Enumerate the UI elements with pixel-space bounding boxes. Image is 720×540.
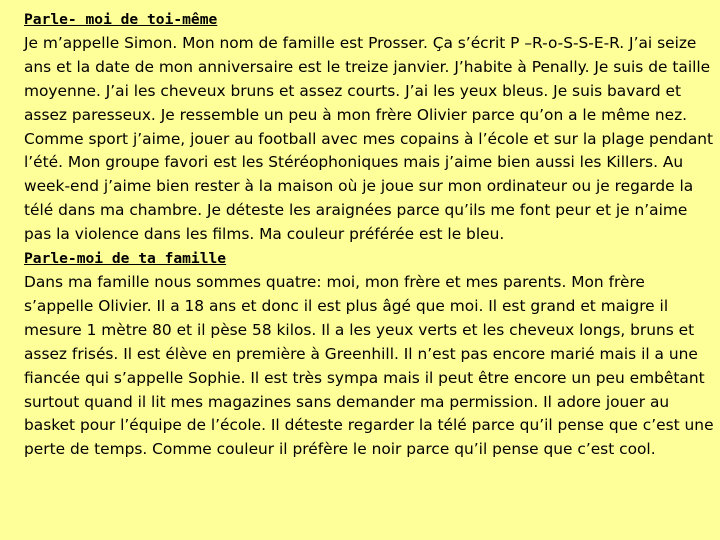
section-heading-about-me: Parle- moi de toi-même [24, 11, 218, 28]
paragraph-family: Dans ma famille nous sommes quatre: moi, mon frère et mes parents. Mon frère s’appelle Olivier. Il a 18 ans et donc il est plus âgé que moi. Il est grand et maigre il mesure 1 mètre 80 et il pèse 58 kilos. Il a les yeux verts et les cheveux longs, bruns et assez frisés. Il est élève en première à Greenhill. Il n’est pas encore marié mais il a une fiancée qui s’appelle Sophie. Il est très sympa mais il peut être encore un peu embêtant surtout quand il lit mes magazines sans demander ma permission. Il adore jouer au basket pour l’équipe de l’école. Il déteste regarder la télé parce qu’il pense que c’est une perte de temps. Comme couleur il préfère le noir parce qu’il pense que c’est cool. [24, 272, 714, 459]
paragraph-about-me: Je m’appelle Simon. Mon nom de famille est Prosser. Ça s’écrit P –R-o-S-S-E-R. J’ai seize ans et la date de mon anniversaire est le treize janvier. J’habite à Penally. Je suis de taille moyenne. J’ai les cheveux bruns et assez courts. J’ai les yeux bleus. Je suis bavard et assez paresseux. Je ressemble un peu à mon frère Olivier parce qu’on a le même nez. Comme sport j’aime, jouer au football avec mes copains à l’école et sur la plage pendant l’été. Mon groupe favori est les Stéréophoniques mais j’aime bien aussi les Killers. Au week-end j’aime bien rester à la maison où je joue sur mon ordinateur ou je regarde la télé dans ma chambre. Je déteste les araignées parce qu’ils me font peur et je n’aime pas la violence dans les films. Ma couleur préférée est le bleu. [24, 33, 714, 244]
document-body [24, 8, 714, 462]
section-heading-family: Parle-moi de ta famille [24, 250, 227, 268]
